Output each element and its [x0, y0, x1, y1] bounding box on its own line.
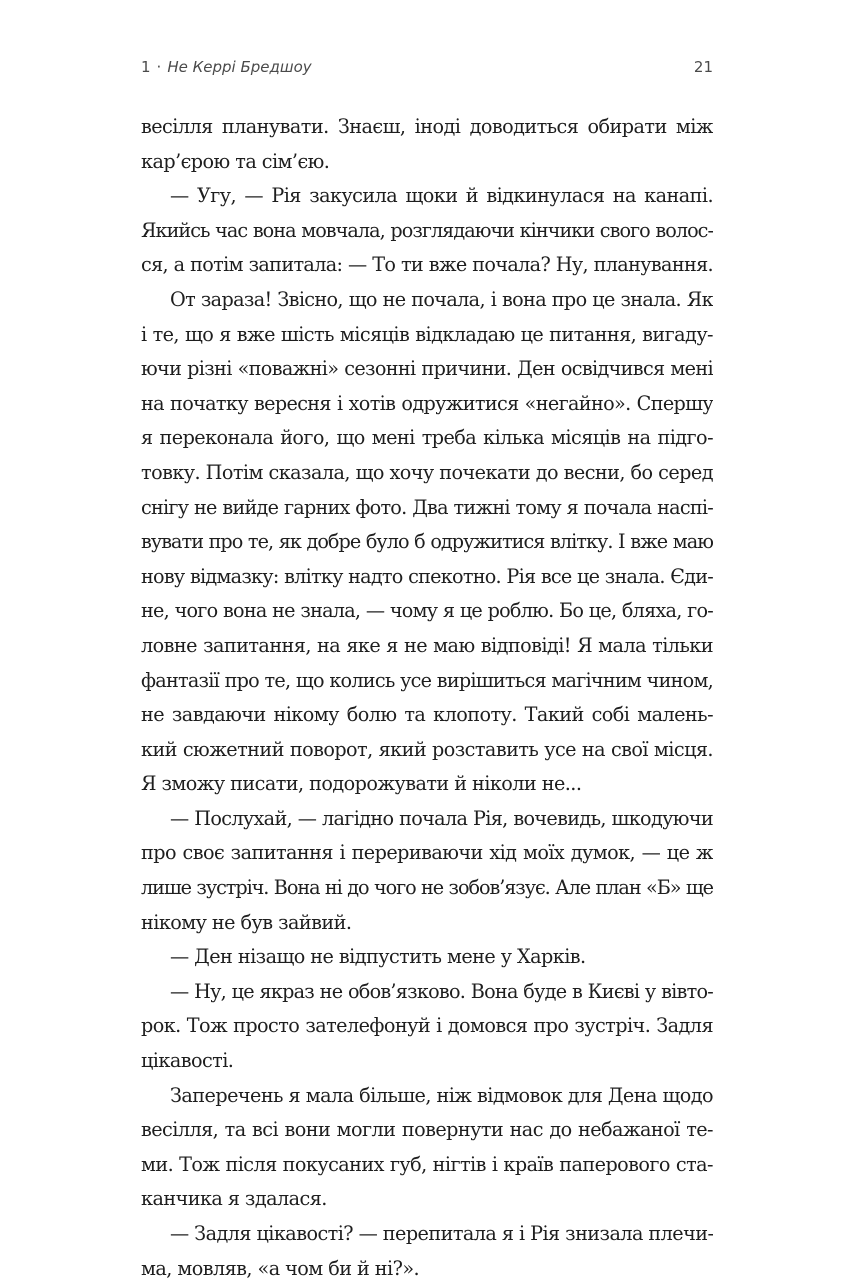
text-line: про своє запитання і перериваючи хід моїх думок, — це ж	[141, 841, 713, 865]
text-line: — Задля цікавості? — перепитала я і Рія знизала плечи-	[170, 1222, 713, 1245]
text-line: — Угу, — Рія закусила щоки й відкинулася на канапі.	[170, 184, 713, 208]
text-line: на початку вересня і хотів одружитися «негайно». Спершу	[141, 391, 713, 415]
text-line: вувати про те, як добре було б одружитися влітку. І вже маю	[141, 530, 713, 554]
text-line: Заперечень я мала більше, ніж відмовок для Дена щодо	[170, 1083, 713, 1107]
text-line: не, чого вона не знала, — чому я це роблю. Бо це, бляха, го-	[141, 599, 713, 623]
text-line: ма, мовляв, «а чом би й ні?».	[141, 1256, 420, 1280]
text-line: я переконала його, що мені треба кілька місяців на підго-	[141, 426, 713, 450]
running-header	[141, 58, 713, 82]
text-line: нікому не був зайвий.	[141, 910, 352, 934]
text-line: Якийсь час вона мовчала, розглядаючи кінчики свого волос-	[141, 218, 713, 242]
text-line: снігу не вийде гарних фото. Два тижні тому я почала наспі-	[141, 495, 713, 519]
chapter-heading	[141, 58, 312, 76]
text-line: цікавості.	[141, 1049, 234, 1073]
text-line: і те, що я вже шість місяців відкладаю це питання, вигаду-	[141, 322, 713, 346]
text-line: рок. Тож просто зателефонуй і домовся про зустріч. Задля	[141, 1014, 713, 1038]
text-line: канчика я здалася.	[141, 1187, 327, 1211]
text-line: товку. Потім сказала, що хочу почекати до весни, бо серед	[141, 460, 713, 484]
text-line: кар’єрою та сім’єю.	[141, 149, 330, 173]
text-line: нову відмазку: влітку надто спекотно. Рія все це знала. Єди-	[141, 564, 713, 588]
text-line: ловне запитання, на яке я не маю відповіді! Я мала тільки	[141, 633, 713, 657]
text-line: весілля, та всі вони могли повернути нас до небажаної те-	[141, 1118, 713, 1142]
text-line: лише зустріч. Вона ні до чого не зобов’язує. Але план «Б» ще	[141, 876, 713, 900]
header-separator: ·	[156, 58, 162, 76]
text-line: ючи різні «поважні» сезонні причини. Ден освідчився мені	[141, 357, 713, 381]
text-line: ми. Тож після покусаних губ, нігтів і країв паперового ста-	[141, 1152, 713, 1176]
body-text	[141, 110, 713, 1286]
text-line: От зараза! Звісно, що не почала, і вона про це знала. Як	[170, 287, 713, 311]
text-line: весілля планувати. Знаєш, іноді доводиться обирати між	[141, 115, 713, 138]
text-line: не завдаючи нікому болю та клопоту. Такий собі малень-	[141, 703, 713, 727]
text-line: — Ну, це якраз не обов’язково. Вона буде в Києві у вівто-	[170, 979, 713, 1003]
page-number: 21	[693, 58, 713, 76]
chapter-number: 1	[141, 58, 151, 76]
text-line: фантазії про те, що колись усе вирішиться магічним чином,	[141, 668, 713, 692]
text-line: кий сюжетний поворот, який розставить усе на свої місця.	[141, 737, 713, 761]
text-line: — Послухай, — лагідно почала Рія, вочевидь, шкодуючи	[170, 806, 713, 830]
text-line: — Ден нізащо не відпустить мене у Харків.	[170, 945, 586, 969]
text-line: ся, а потім запитала: — То ти вже почала? Ну, планування.	[141, 253, 713, 277]
chapter-title: Не Керрі Бредшоу	[167, 58, 312, 76]
text-line: Я зможу писати, подорожувати й ніколи не...	[141, 772, 582, 796]
